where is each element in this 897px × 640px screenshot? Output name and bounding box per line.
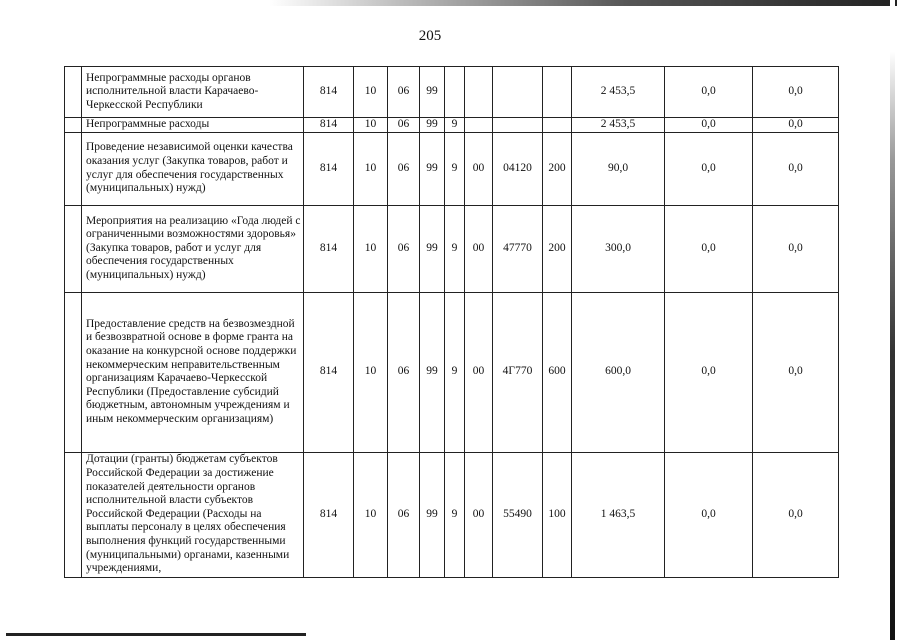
admin-code-cell: 814 — [304, 205, 354, 292]
main-event-code-cell: 00 — [465, 205, 493, 292]
row-description: Проведение независимой оценки качества оказания услуг (Закупка товаров, работ и услуг для обеспечения государственных (муниципальных) нужд) — [82, 132, 304, 205]
row-index-cell — [65, 205, 82, 292]
scan-top-edge — [0, 0, 897, 6]
amount-cell-year1: 300,0 — [572, 205, 665, 292]
expense-type-cell: 200 — [543, 132, 572, 205]
section-code-cell: 10 — [354, 67, 388, 118]
row-description: Непрограммные расходы органов исполнительной власти Карачаево-Черкесской Республики — [82, 67, 304, 118]
section-code-cell: 10 — [354, 452, 388, 577]
subsection-code-cell: 06 — [388, 205, 420, 292]
expense-type-cell: 100 — [543, 452, 572, 577]
subprogram-code-cell: 9 — [445, 132, 465, 205]
amount-cell-year3: 0,0 — [753, 452, 839, 577]
admin-code-cell: 814 — [304, 67, 354, 118]
amount-cell-year2: 0,0 — [665, 205, 753, 292]
amount-cell-year3: 0,0 — [753, 132, 839, 205]
expense-type-cell: 200 — [543, 205, 572, 292]
subprogram-code-cell: 9 — [445, 205, 465, 292]
budget-table — [64, 66, 839, 578]
amount-cell-year1: 90,0 — [572, 132, 665, 205]
program-code-cell: 99 — [420, 205, 445, 292]
amount-cell-year2: 0,0 — [665, 452, 753, 577]
amount-cell-year2: 0,0 — [665, 132, 753, 205]
row-index-cell — [65, 67, 82, 118]
section-code-cell: 10 — [354, 205, 388, 292]
amount-cell-year3: 0,0 — [753, 118, 839, 133]
subprogram-code-cell — [445, 67, 465, 118]
program-code-cell: 99 — [420, 132, 445, 205]
scan-right-edge — [890, 0, 895, 640]
main-event-code-cell — [465, 118, 493, 133]
program-code-cell: 99 — [420, 452, 445, 577]
subsection-code-cell: 06 — [388, 132, 420, 205]
main-event-code-cell: 00 — [465, 292, 493, 452]
table-row — [65, 67, 839, 118]
direction-code-cell: 47770 — [493, 205, 543, 292]
expense-type-cell: 600 — [543, 292, 572, 452]
table-row — [65, 118, 839, 133]
admin-code-cell: 814 — [304, 132, 354, 205]
program-code-cell: 99 — [420, 292, 445, 452]
amount-cell-year2: 0,0 — [665, 118, 753, 133]
amount-cell-year3: 0,0 — [753, 67, 839, 118]
subsection-code-cell: 06 — [388, 67, 420, 118]
amount-cell-year1: 600,0 — [572, 292, 665, 452]
program-code-cell: 99 — [420, 67, 445, 118]
row-index-cell — [65, 292, 82, 452]
table-body — [65, 67, 839, 578]
amount-cell-year1: 2 453,5 — [572, 67, 665, 118]
expense-type-cell — [543, 67, 572, 118]
main-event-code-cell — [465, 67, 493, 118]
admin-code-cell: 814 — [304, 118, 354, 133]
main-event-code-cell: 00 — [465, 132, 493, 205]
amount-cell-year2: 0,0 — [665, 292, 753, 452]
row-index-cell — [65, 452, 82, 577]
subsection-code-cell: 06 — [388, 452, 420, 577]
direction-code-cell: 4Г770 — [493, 292, 543, 452]
section-code-cell: 10 — [354, 132, 388, 205]
expense-type-cell — [543, 118, 572, 133]
row-index-cell — [65, 132, 82, 205]
amount-cell-year2: 0,0 — [665, 67, 753, 118]
page-number: 205 — [418, 28, 442, 44]
direction-code-cell — [493, 67, 543, 118]
subprogram-code-cell: 9 — [445, 292, 465, 452]
row-description: Предоставление средств на безвозмездной и безвозвратной основе в форме гранта на оказание на конкурсной основе поддержки некоммерческим неправительственным организациям Карачаево-Черкесской Республики (Предоставление субсидий бюджетным, автономным учреждениям и иным некоммерческим организациям) — [82, 292, 304, 452]
section-code-cell: 10 — [354, 292, 388, 452]
amount-cell-year3: 0,0 — [753, 292, 839, 452]
direction-code-cell — [493, 118, 543, 133]
row-description: Дотации (гранты) бюджетам субъектов Российской Федерации за достижение показателей деятельности органов исполнительной власти субъектов Российской Федерации (Расходы на выплаты персоналу в целях обеспечения выполнения функций государственными (муниципальными) органами, казенными учреждениями, — [82, 452, 304, 577]
direction-code-cell: 04120 — [493, 132, 543, 205]
table-row — [65, 205, 839, 292]
admin-code-cell: 814 — [304, 452, 354, 577]
subsection-code-cell: 06 — [388, 118, 420, 133]
amount-cell-year3: 0,0 — [753, 205, 839, 292]
table-row — [65, 292, 839, 452]
main-event-code-cell: 00 — [465, 452, 493, 577]
row-index-cell — [65, 118, 82, 133]
row-description: Мероприятия на реализацию «Года людей с ограниченными возможностями здоровья» (Закупка товаров, работ и услуг для обеспечения государственных (муниципальных) нужд) — [82, 205, 304, 292]
row-description: Непрограммные расходы — [82, 118, 304, 133]
table-row — [65, 132, 839, 205]
program-code-cell: 99 — [420, 118, 445, 133]
subprogram-code-cell: 9 — [445, 118, 465, 133]
subsection-code-cell: 06 — [388, 292, 420, 452]
section-code-cell: 10 — [354, 118, 388, 133]
subprogram-code-cell: 9 — [445, 452, 465, 577]
table-row — [65, 452, 839, 577]
amount-cell-year1: 1 463,5 — [572, 452, 665, 577]
admin-code-cell: 814 — [304, 292, 354, 452]
amount-cell-year1: 2 453,5 — [572, 118, 665, 133]
direction-code-cell: 55490 — [493, 452, 543, 577]
scan-bottom-edge — [6, 633, 306, 636]
